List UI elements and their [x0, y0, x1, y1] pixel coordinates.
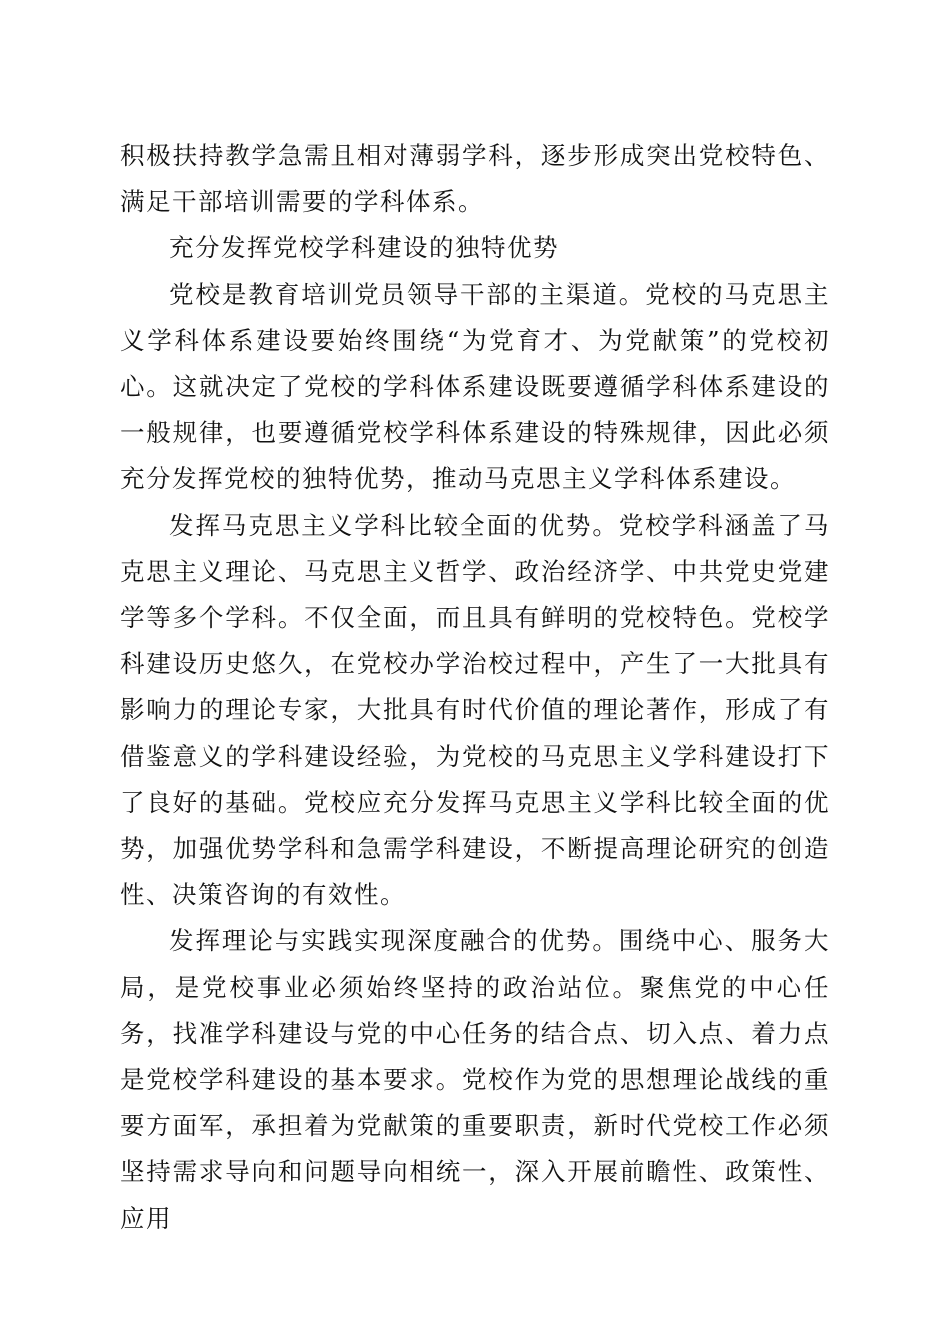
document-body	[120, 133, 830, 1242]
paragraph: 发挥马克思主义学科比较全面的优势。党校学科涵盖了马克思主义理论、马克思主义哲学、政治经济学、中共党史党建学等多个学科。不仅全面，而且具有鲜明的党校特色。党校学科建设历史悠久，在党校办学治校过程中，产生了一大批具有影响力的理论专家，大批具有时代价值的理论著作，形成了有借鉴意义的学科建设经验，为党校的马克思主义学科建设打下了良好的基础。党校应充分发挥马克思主义学科比较全面的优势，加强优势学科和急需学科建设，不断提高理论研究的创造性、决策咨询的有效性。	[120, 510, 830, 910]
paragraph: 发挥理论与实践实现深度融合的优势。围绕中心、服务大局，是党校事业必须始终坚持的政治站位。聚焦党的中心任务，找准学科建设与党的中心任务的结合点、切入点、着力点是党校学科建设的基本要求。党校作为党的思想理论战线的重要方面军，承担着为党献策的重要职责，新时代党校工作必须坚持需求导向和问题导向相统一，深入开展前瞻性、政策性、应用	[120, 926, 830, 1233]
paragraph-continued: 积极扶持教学急需且相对薄弱学科，逐步形成突出党校特色、满足干部培训需要的学科体系。	[120, 141, 830, 217]
section-heading: 充分发挥党校学科建设的独特优势	[169, 233, 559, 263]
paragraph: 党校是教育培训党员领导干部的主渠道。党校的马克思主义学科体系建设要始终围绕“为党育才、为党献策”的党校初心。这就决定了党校的学科体系建设既要遵循学科体系建设的一般规律，也要遵循党校学科体系建设的特殊规律，因此必须充分发挥党校的独特优势，推动马克思主义学科体系建设。	[120, 279, 830, 494]
